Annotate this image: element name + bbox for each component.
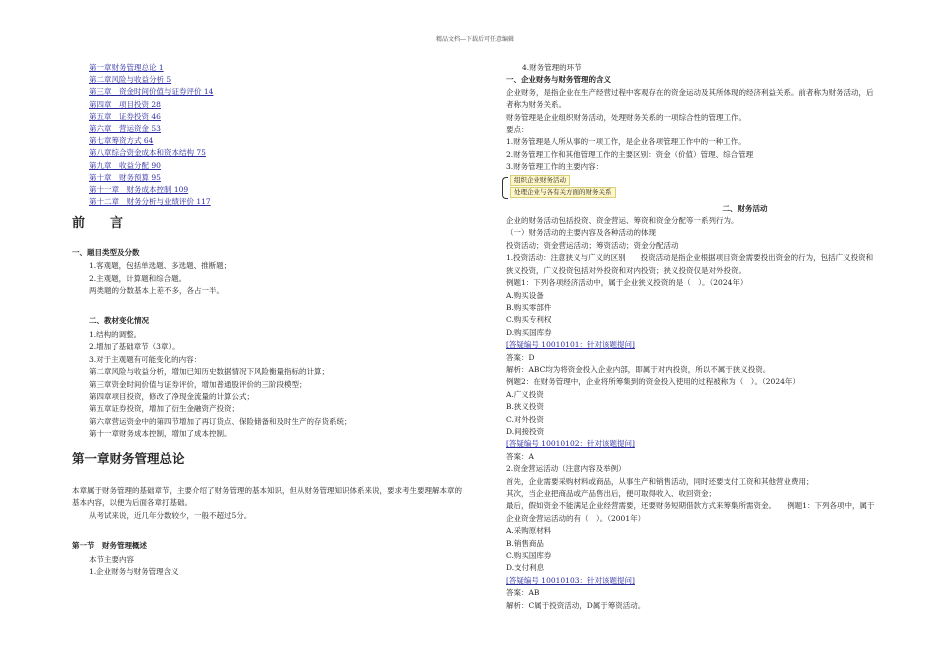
text-line: 1.结构的调整。	[89, 329, 142, 339]
text-line: 3.财务管理工作的主要内容：	[506, 162, 604, 172]
option: A.购买设备	[506, 290, 544, 300]
option: D.支付利息	[506, 563, 545, 573]
content-brace-diagram	[502, 175, 762, 201]
option: C.购买专利权	[506, 315, 552, 325]
toc-link[interactable]: 第二章风险与收益分析 5	[89, 75, 172, 85]
text-line: 第二章风险与收益分析，增加已知历史数据情况下风险衡量指标的计算；	[89, 367, 329, 377]
text-line: （一）财务活动的主要内容及各种活动的体现	[506, 228, 656, 238]
paragraph: 从考试来说，近几年分数较少，一般不超过5分。	[89, 510, 252, 520]
text-line: 1.企业财务与财务管理含义	[89, 566, 179, 576]
question: 例题2：在财务管理中，企业将所筹集到的资金投入使用的过程被称为（ ）。（2024年）	[506, 377, 800, 387]
text-line: 第十一章财务成本控制，增加了成本控制。	[89, 429, 232, 439]
question-link[interactable]: [答疑编号 10010102：针对该题提问]	[506, 439, 635, 449]
paragraph: 企业的财务活动包括投资、资金营运、筹资和资金分配等一系列行为。	[506, 216, 739, 226]
toc-link[interactable]: 第七章筹资方式 64	[89, 136, 154, 146]
toc-link[interactable]: 第五章 证券投资 46	[89, 111, 161, 121]
explanation: 解析：ABC均为将资金投入企业内部，即属于对内投资，所以不属于狭义投资。	[506, 364, 771, 374]
section-heading: 第一节 财务管理概述	[72, 541, 147, 551]
toc-link[interactable]: 第三章 资金时间价值与证券评价 14	[89, 87, 214, 97]
toc-link[interactable]: 第六章 营运资金 53	[89, 124, 161, 134]
toc-link[interactable]: 第十二章 财务分析与业绩评价 117	[89, 197, 211, 207]
text-line: 要点：	[506, 125, 529, 135]
table-of-contents	[72, 62, 467, 208]
section-heading: 一、题目类型及分数	[72, 247, 140, 257]
explanation: 解析：C属于投资活动，D属于筹资活动。	[506, 600, 646, 610]
preface-title: 前 言	[72, 216, 130, 232]
section-heading: 二、教材变化情况	[89, 316, 149, 326]
question-link[interactable]: [答疑编号 10010101：针对该题提问]	[506, 340, 635, 350]
text-line: 1.客观题，包括单选题、多选题、推断题；	[89, 261, 232, 271]
text-line: 2.主观题，计算题和综合题。	[89, 273, 187, 283]
toc-link[interactable]: 第一章财务管理总论 1	[89, 63, 164, 72]
toc-link[interactable]: 第八章综合资金成本和资本结构 75	[89, 148, 206, 158]
option: A.采购原材料	[506, 526, 552, 536]
paragraph: 本章属于财务管理的基础章节，主要介绍了财务管理的基本知识，但从财务管理知识体系来说，要求考生要理解本章的基本内容，以便为后面各章打基础。	[72, 485, 462, 508]
text-line: 本节主要内容	[89, 554, 134, 564]
diagram-box: 组织企业财务活动	[510, 175, 570, 186]
section-heading: 一、企业财务与财务管理的含义	[506, 75, 611, 85]
text-line: 第五章证券投资，增加了衍生金融资产投资；	[89, 404, 239, 414]
text-line: 2.增加了基础章节（3章）。	[89, 342, 180, 352]
right-column	[490, 62, 880, 612]
paragraph: 首先，企业需要采购材料或商品，从事生产和销售活动，同时还要支付工资和其他营业费用；	[506, 476, 814, 486]
paragraph: 其次，当企业把商品或产品售出后，便可取得收入、收回资金；	[506, 489, 716, 498]
option: B.销售商品	[506, 538, 544, 548]
toc-link[interactable]: 第十一章 财务成本控制 109	[89, 185, 189, 195]
paragraph: 最后，假如资金不能满足企业经营需要，还要财务短期借款方式来筹集所需资金。 例题1：下列各项中，属于企业资金营运活动的有（ ）。（2001年）	[506, 501, 875, 523]
text-line: 2.财务管理工作和其他管理工作的主要区别：资金（价值）管理、综合管理	[506, 149, 754, 159]
paragraph: 1.投资活动：注意狭义与广义的区别 投资活动是指企业根据项目资金需要投出资金的行为，包括广义投资和狭义投资，广义投资包括对外投资和对内投资；狭义投资仅是对外投资。	[506, 253, 874, 275]
toc-link[interactable]: 第十章 财务预算 95	[89, 172, 161, 182]
question: 例题1：下列各项经济活动中，属于企业狭义投资的是（ ）。（2024年）	[506, 278, 748, 288]
chapter-title: 第一章财务管理总论	[72, 450, 185, 466]
text-line: 两类题的分数基本上差不多，各占一半。	[89, 286, 224, 296]
text-line: 4.财务管理的环节	[522, 63, 582, 72]
option: D.购买国库券	[506, 327, 552, 337]
answer: 答案：A	[506, 451, 534, 461]
text-line: 第四章项目投资，修改了净现金流量的计算公式；	[89, 391, 254, 401]
toc-link[interactable]: 第九章 收益分配 90	[89, 160, 161, 170]
left-column	[72, 62, 467, 578]
diagram-box: 处理企业与各有关方面的财务关系	[510, 187, 616, 198]
text-line: 3.对于主观题有可能变化的内容：	[89, 354, 202, 364]
paragraph: 企业财务，是指企业在生产经营过程中客观存在的资金运动及其所体现的经济利益关系。前者称为财务活动，后者称为财务关系。	[506, 87, 874, 110]
text-line: 投资活动；资金营运活动；筹资活动；资金分配活动	[506, 240, 679, 250]
text-line: 第六章营运资金中的第四节增加了再订货点、保险储备和及时生产的存货系统；	[89, 416, 352, 426]
paragraph: 财务管理是企业组织财务活动，处理财务关系的一项综合性的管理工作。	[506, 112, 746, 122]
option: C.购买国库券	[506, 551, 552, 561]
text-line: 1.财务管理是人所从事的一项工作，是企业各项管理工作中的一种工作。	[506, 137, 746, 147]
page-header: 精品文档---下载后可任意编辑	[435, 36, 515, 43]
answer: 答案：AB	[506, 588, 540, 598]
text-line: 2.资金营运活动（注意内容及举例）	[506, 464, 626, 474]
text-line: 第三章资金时间价值与证券评价，增加普通股评价的三阶段模型；	[89, 379, 307, 389]
option: A.广义投资	[506, 389, 544, 399]
toc-link[interactable]: 第四章 项目投资 28	[89, 99, 161, 109]
answer: 答案：D	[506, 352, 535, 362]
option: B.狭义投资	[506, 402, 544, 412]
section-heading: 二、财务活动	[722, 203, 768, 213]
option: B.购买零部件	[506, 302, 552, 312]
brace-shape	[502, 177, 508, 199]
option: C.对外投资	[506, 414, 544, 424]
option: D.间接投资	[506, 426, 545, 436]
question-link[interactable]: [答疑编号 10010103：针对该题提问]	[506, 575, 635, 585]
